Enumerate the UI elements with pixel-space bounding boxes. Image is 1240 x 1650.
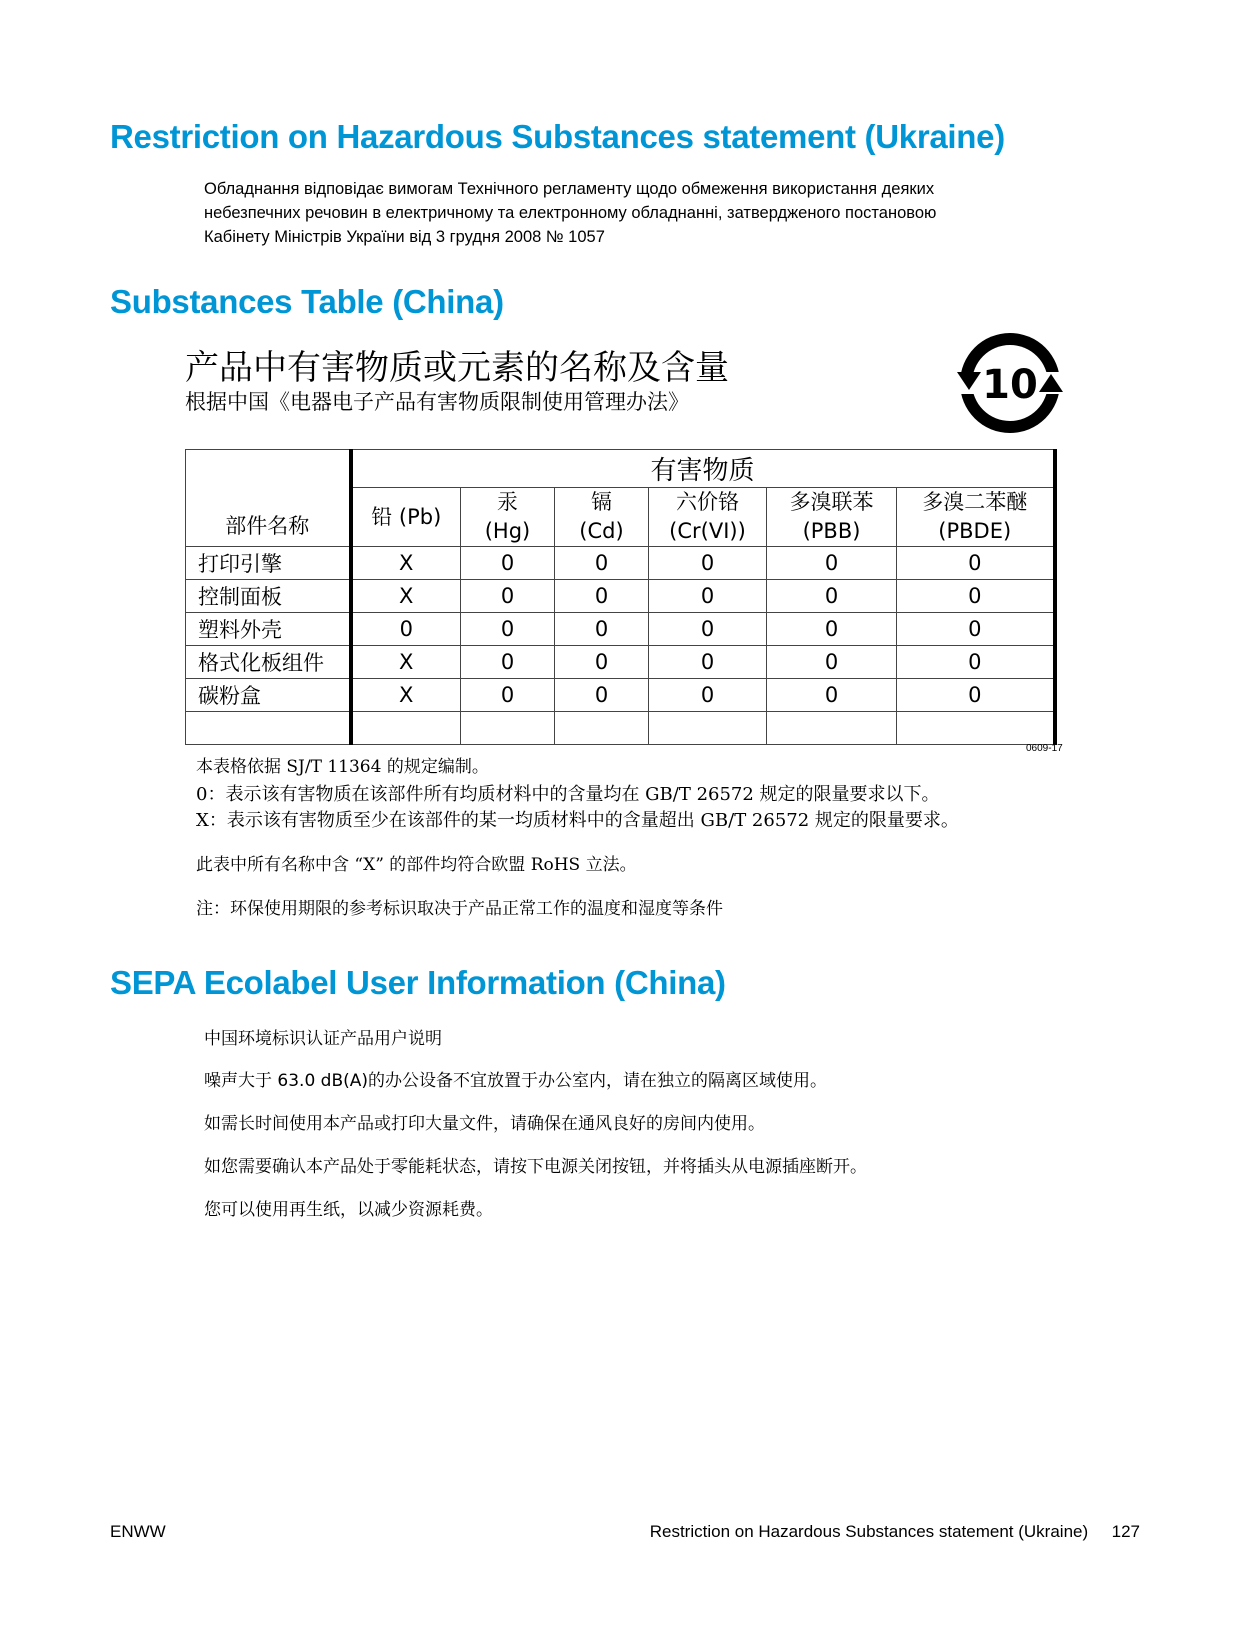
- page-number: 127: [1111, 1522, 1140, 1541]
- table-cell: X: [351, 580, 461, 613]
- section-title-china-table: Substances Table (China): [110, 283, 504, 320]
- table-cell: 0: [461, 580, 555, 613]
- table-cell: [649, 712, 767, 745]
- ukraine-line-1: Обладнання відповідає вимогам Технічного регламенту щодо обмеження використання деяких: [204, 180, 935, 198]
- logo-number: 10: [982, 362, 1038, 408]
- sepa-line-3: 如需长时间使用本产品或打印大量文件，请确保在通风良好的房间内使用。: [204, 1114, 765, 1134]
- table-cell: 0: [555, 580, 649, 613]
- ukraine-line-2: небезпечних речовин в електричному та електронному обладнанні, затвердженого постановою: [204, 204, 937, 222]
- table-cell: 0: [649, 646, 767, 679]
- ukraine-line-3: Кабінету Міністрів України від 3 грудня 2008 № 1057: [204, 228, 605, 246]
- section-title-ukraine: Restriction on Hazardous Substances statement (Ukraine): [110, 118, 1005, 155]
- table-cell: [897, 712, 1055, 745]
- table-cell: 0: [767, 646, 897, 679]
- document-code: 0609-17: [1026, 743, 1063, 754]
- table-cell: 0: [461, 646, 555, 679]
- hazardous-substances-table: [185, 449, 1057, 745]
- table-cell: [351, 712, 461, 745]
- section-title-sepa: SEPA Ecolabel User Information (China): [110, 964, 726, 1001]
- sepa-line-5: 您可以使用再生纸，以减少资源耗费。: [204, 1200, 493, 1220]
- table-row: [186, 679, 1055, 712]
- table-cell: 0: [897, 547, 1055, 580]
- table-cell: 0: [555, 547, 649, 580]
- cn-table-title: 产品中有害物质或元素的名称及含量: [185, 348, 729, 388]
- part-name-header: 部件名称: [186, 450, 351, 547]
- row-part-name: 碳粉盒: [186, 679, 351, 712]
- footer-section-title: Restriction on Hazardous Substances statement (Ukraine): [649, 1522, 1089, 1541]
- table-cell: [461, 712, 555, 745]
- table-cell: 0: [767, 580, 897, 613]
- table-cell: [555, 712, 649, 745]
- table-note-4: 此表中所有名称中含 “X” 的部件均符合欧盟 RoHS 立法。: [196, 855, 637, 875]
- table-cell: 0: [897, 580, 1055, 613]
- environment-protection-use-period-logo: [955, 328, 1065, 438]
- col-header-hg: 汞 (Hg): [461, 488, 555, 547]
- row-part-name: 控制面板: [186, 580, 351, 613]
- table-cell: 0: [767, 613, 897, 646]
- table-cell: 0: [767, 679, 897, 712]
- col-header-pbb: 多溴联苯 (PBB): [767, 488, 897, 547]
- table-note-5: 注：环保使用期限的参考标识取决于产品正常工作的温度和湿度等条件: [196, 899, 723, 919]
- table-cell: 0: [649, 613, 767, 646]
- col-header-pbde: 多溴二苯醚 (PBDE): [897, 488, 1055, 547]
- table-cell: 0: [649, 547, 767, 580]
- table-note-3: X：表示该有害物质至少在该部件的某一均质材料中的含量超出 GB/T 26572 规定的限量要求。: [196, 810, 959, 831]
- col-header-pb: 铅 (Pb): [351, 488, 461, 547]
- table-cell: 0: [555, 646, 649, 679]
- table-row: [186, 547, 1055, 580]
- footer-left: ENWW: [110, 1522, 166, 1541]
- sepa-line-2: 噪声大于 63.0 dB(A)的办公设备不宜放置于办公室内，请在独立的隔离区域使用。: [204, 1071, 828, 1091]
- row-part-name: 格式化板组件: [186, 646, 351, 679]
- col-header-cr6: 六价铬 (Cr(VI)): [649, 488, 767, 547]
- table-cell: 0: [351, 613, 461, 646]
- table-cell: 0: [461, 679, 555, 712]
- table-cell: 0: [897, 646, 1055, 679]
- table-cell: 0: [897, 679, 1055, 712]
- row-part-name: 塑料外壳: [186, 613, 351, 646]
- table-cell: 0: [555, 679, 649, 712]
- sepa-line-4: 如您需要确认本产品处于零能耗状态，请按下电源关闭按钮，并将插头从电源插座断开。: [204, 1157, 867, 1177]
- table-row: [186, 613, 1055, 646]
- ukraine-statement: [204, 177, 1084, 249]
- footer-right: [650, 1522, 1140, 1542]
- table-note-2: 0：表示该有害物质在该部件所有均质材料中的含量均在 GB/T 26572 规定的限量要求以下。: [196, 784, 940, 805]
- table-cell: X: [351, 679, 461, 712]
- table-cell: 0: [649, 580, 767, 613]
- table-cell: X: [351, 646, 461, 679]
- table-row: [186, 580, 1055, 613]
- row-part-name: [186, 712, 351, 745]
- row-part-name: 打印引擎: [186, 547, 351, 580]
- cn-table-subtitle: 根据中国《电器电子产品有害物质限制使用管理办法》: [185, 390, 689, 414]
- table-cell: 0: [767, 547, 897, 580]
- hazardous-substances-header: 有害物质: [351, 450, 1055, 488]
- table-cell: 0: [897, 613, 1055, 646]
- table-cell: [767, 712, 897, 745]
- table-cell: 0: [555, 613, 649, 646]
- sepa-line-1: 中国环境标识认证产品用户说明: [204, 1029, 442, 1049]
- table-cell: 0: [461, 547, 555, 580]
- col-header-cd: 镉 (Cd): [555, 488, 649, 547]
- table-row-empty: [186, 712, 1055, 745]
- table-note-1: 本表格依据 SJ/T 11364 的规定编制。: [196, 757, 489, 777]
- table-cell: 0: [461, 613, 555, 646]
- table-cell: X: [351, 547, 461, 580]
- table-row: [186, 646, 1055, 679]
- table-cell: 0: [649, 679, 767, 712]
